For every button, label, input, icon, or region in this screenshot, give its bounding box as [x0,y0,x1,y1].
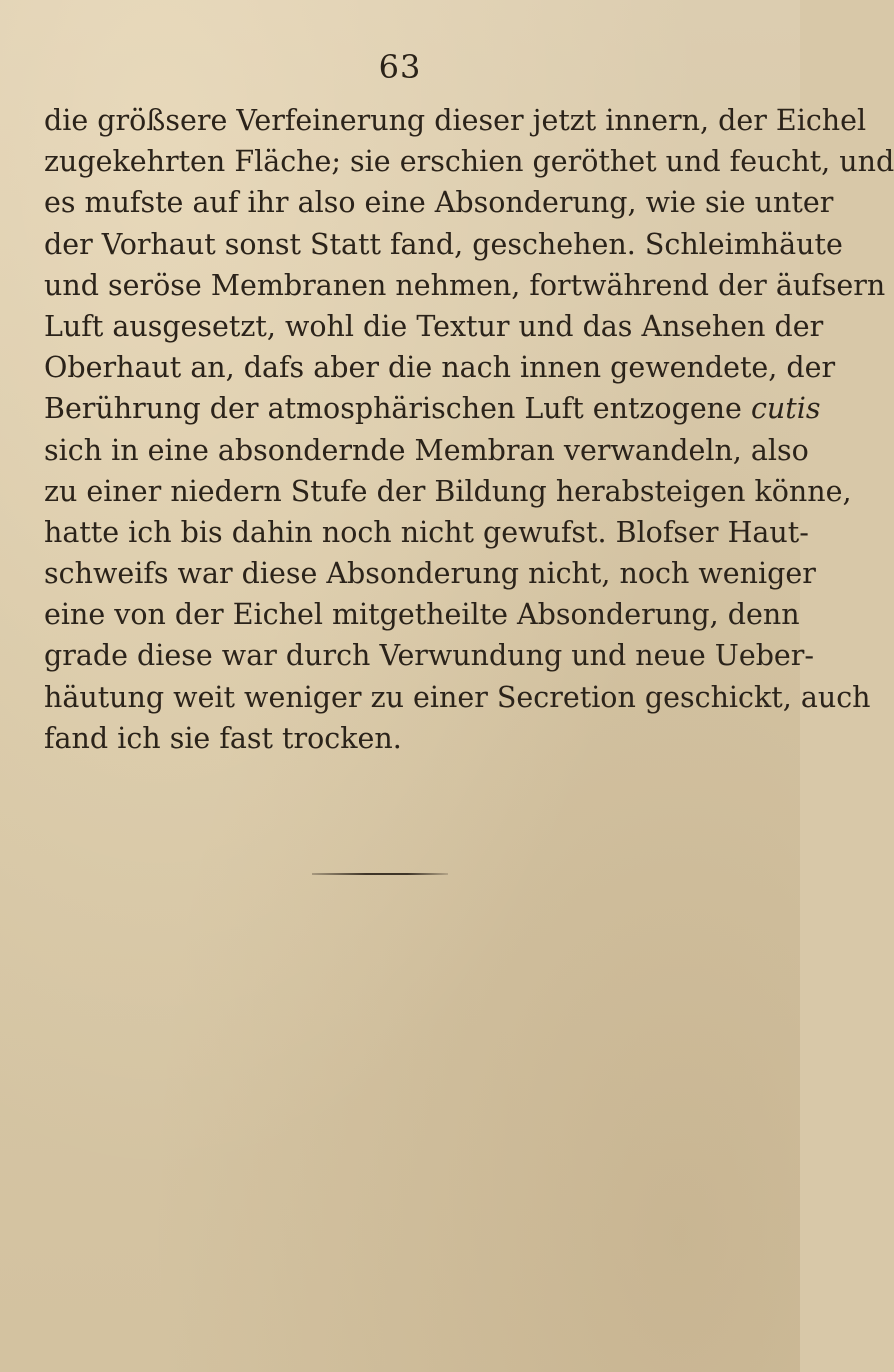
section-divider [312,873,448,875]
text-line: eine von der Eichel mitgetheilte Absonderung, denn [44,598,800,632]
text-line: es mufste auf ihr also eine Absonderung, wie sie unter [44,186,834,220]
text-line: hatte ich bis dahin noch nicht gewufst. Blofser Haut- [44,515,809,549]
text-line: die größsere Verfeinerung dieser jetzt innern, der Eichel [44,104,867,137]
text-line: zugekehrten Fläche; sie erschien geröthet und feucht, und [44,145,894,179]
text-line: Luft ausgesetzt, wohl die Textur und das Ansehen der [44,309,824,343]
page-number: 63 [378,48,422,86]
italic-word: cutis [750,392,821,426]
text-line: sich in eine absondernde Membran verwandeln, also [44,433,809,467]
text-line: der Vorhaut sonst Statt fand, geschehen. Schleimhäute [44,227,843,261]
text-line: Oberhaut an, dafs aber die nach innen gewendete, der [44,351,836,385]
text-line [44,388,821,429]
text-line: grade diese war durch Verwundung und neue Ueber- [44,639,815,673]
body-text [44,100,894,759]
text-segment: Berührung der atmosphärischen Luft entzogene [44,392,742,426]
text-line: schweifs war diese Absonderung nicht, noch weniger [44,557,816,591]
text-line: häutung weit weniger zu einer Secretion geschickt, auch [44,680,871,714]
text-line: zu einer niedern Stufe der Bildung herabsteigen könne, [44,474,852,508]
text-line-last: fand ich sie fast trocken. [44,721,402,755]
text-line: und seröse Membranen nehmen, fortwährend der äufsern [44,268,886,302]
